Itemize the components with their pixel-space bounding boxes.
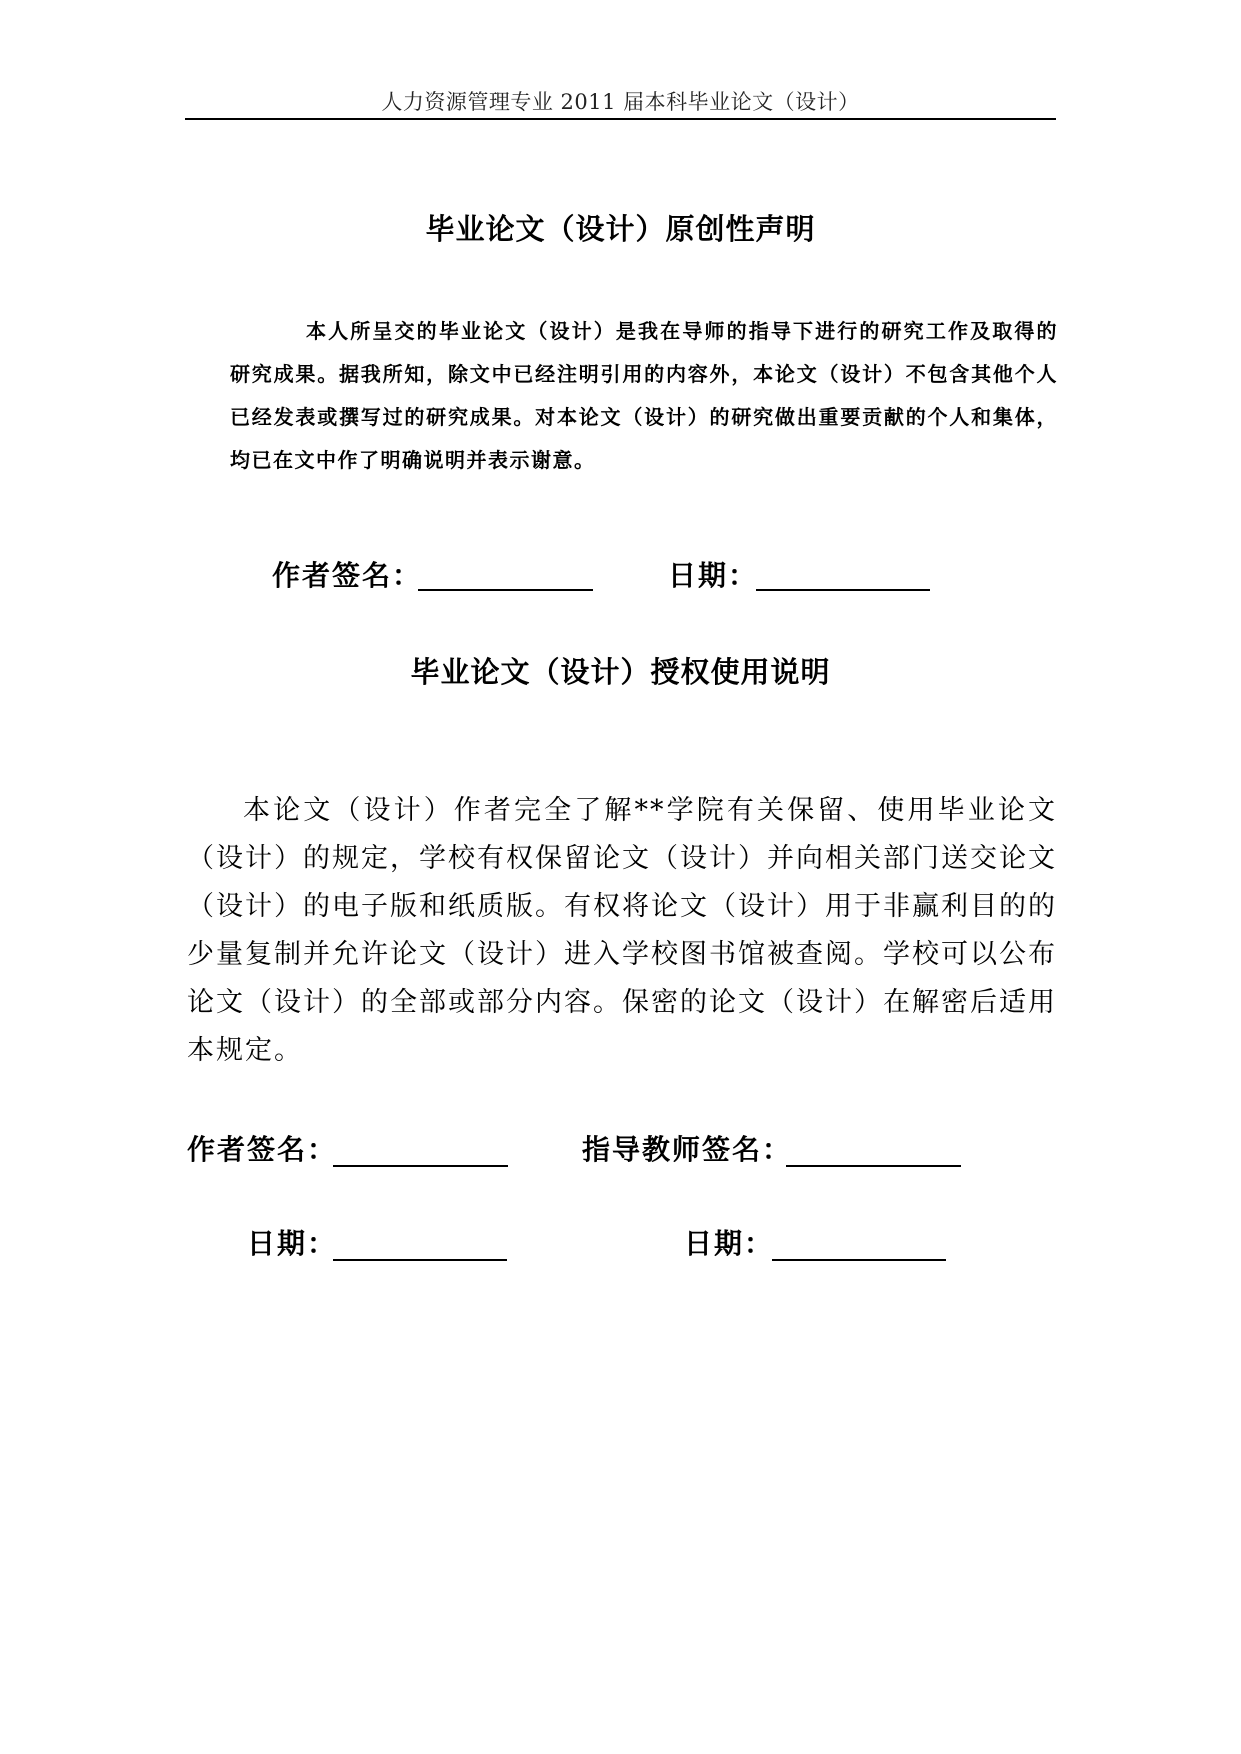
originality-statement-title: 毕业论文（设计）原创性声明 <box>425 212 816 246</box>
author-signature-line[interactable] <box>418 589 593 591</box>
advisor-date-label: 日期： <box>684 1227 775 1260</box>
date-label: 日期： <box>668 559 759 592</box>
running-header: 人力资源管理专业 2011 届本科毕业论文（设计） <box>381 90 860 114</box>
advisor-signature-line[interactable] <box>786 1165 961 1167</box>
originality-statement-body: 本人所呈交的毕业论文（设计）是我在导师的指导下进行的研究工作及取得的研究成果。据我所知，除文中已经注明引用的内容外，本论文（设计）不包含其他个人已经发表或撰写过的研究成果。对本论文（设计）的研究做出重要贡献的个人和集体，均已在文中作了明确说明并表示谢意。 <box>230 319 1058 472</box>
advisor-signature-label: 指导教师签名： <box>582 1133 793 1166</box>
authorization-author-signature-line[interactable] <box>333 1165 508 1167</box>
authorization-body: 本论文（设计）作者完全了解**学院有关保留、使用毕业论文（设计）的规定，学校有权保留论文（设计）并向相关部门送交论文（设计）的电子版和纸质版。有权将论文（设计）用于非赢利目的的少量复制并允许论文（设计）进入学校图书馆被查阅。学校可以公布论文（设计）的全部或部分内容。保密的论文（设计）在解密后适用本规定。 <box>187 795 1057 1066</box>
date-line[interactable] <box>756 589 930 591</box>
author-signature-label: 作者签名： <box>272 559 423 592</box>
advisor-date-line[interactable] <box>772 1259 946 1261</box>
author-date-line[interactable] <box>333 1259 507 1261</box>
author-date-label: 日期： <box>247 1227 338 1260</box>
authorization-title: 毕业论文（设计）授权使用说明 <box>410 655 831 689</box>
header-divider <box>185 118 1056 120</box>
authorization-author-signature-label: 作者签名： <box>187 1133 338 1166</box>
